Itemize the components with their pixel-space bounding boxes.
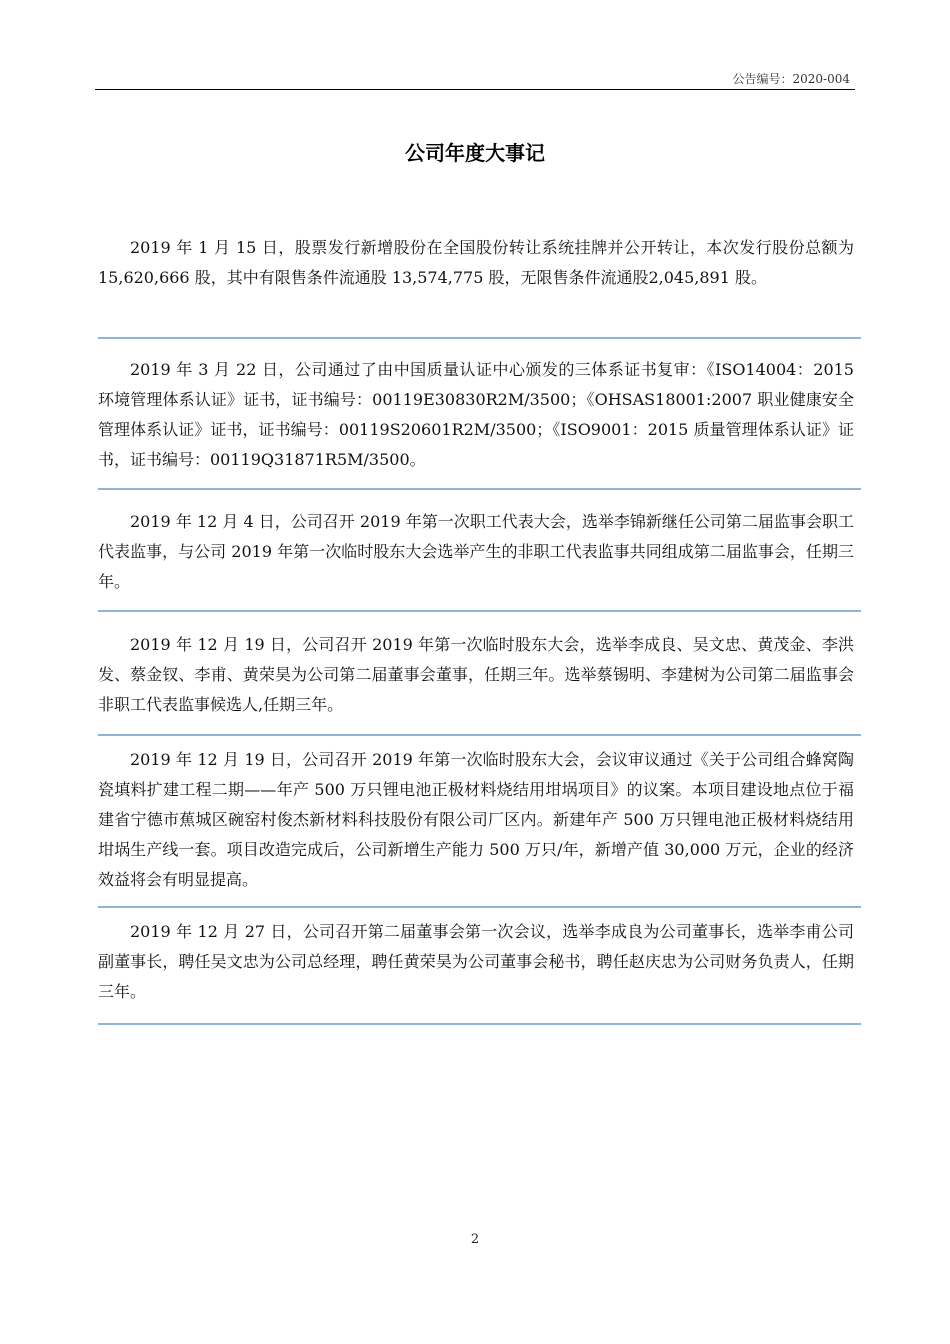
event-paragraph: 2019 年 12 月 19 日，公司召开 2019 年第一次临时股东大会，选举李成良、吴文忠、黄茂金、李洪发、蔡金钗、李甫、黄荣昊为公司第二届董事会董事，任期三年。选举蔡锡明、李建树为公司第二届监事会非职工代表监事候选人,任期三年。 bbox=[98, 635, 854, 714]
event-paragraph: 2019 年 1 月 15 日，股票发行新增股份在全国股份转让系统挂牌并公开转让，本次发行股份总额为 15,620,666 股，其中有限售条件流通股 13,574,775 股，无限售条件流通股2,045,891 股。 bbox=[98, 238, 854, 287]
event-separator bbox=[98, 337, 861, 339]
event-separator bbox=[98, 610, 861, 612]
event-paragraph: 2019 年 12 月 4 日，公司召开 2019 年第一次职工代表大会，选举李锦新继任公司第二届监事会职工代表监事，与公司 2019 年第一次临时股东大会选举产生的非职工代表监事共同组成第二届监事会，任期三年。 bbox=[98, 512, 854, 591]
page-number: 2 bbox=[470, 1232, 480, 1247]
event-paragraph: 2019 年 12 月 27 日，公司召开第二届董事会第一次会议，选举李成良为公司董事长，选举李甫公司副董事长，聘任吴文忠为公司总经理，聘任黄荣昊为公司董事会秘书，聘任赵庆忠为公司财务负责人，任期三年。 bbox=[98, 922, 854, 1001]
event-separator bbox=[98, 488, 861, 490]
event-paragraph: 2019 年 12 月 19 日，公司召开 2019 年第一次临时股东大会，会议审议通过《关于公司组合蜂窝陶瓷填料扩建工程二期——年产 500 万只锂电池正极材料烧结用坩埚项目》的议案。本项目建设地点位于福建省宁德市蕉城区碗窑村俊杰新材料科技股份有限公司厂区内。新建年产 500 万只锂电池正极材料烧结用坩埚生产线一套。项目改造完成后，公司新增生产能力 500 万只/年，新增产值 30,000 万元，企业的经济效益将会有明显提高。 bbox=[98, 750, 854, 889]
header-announcement-code: 公告编号：2020-004 bbox=[732, 72, 850, 86]
event-separator bbox=[98, 906, 861, 908]
header-rule bbox=[95, 89, 855, 90]
event-separator bbox=[98, 734, 861, 736]
event-separator bbox=[98, 1023, 861, 1025]
page-title: 公司年度大事记 bbox=[405, 141, 545, 165]
event-paragraph: 2019 年 3 月 22 日，公司通过了由中国质量认证中心颁发的三体系证书复审：《ISO14004：2015 环境管理体系认证》证书，证书编号：00119E30830R2M/3500；《OHSAS18001:2007 职业健康安全管理体系认证》证书，证书编号：00119S20601R2M/3500；《ISO9001：2015 质量管理体系认证》证书，证书编号：00119Q31871R5M/3500。 bbox=[98, 360, 854, 469]
